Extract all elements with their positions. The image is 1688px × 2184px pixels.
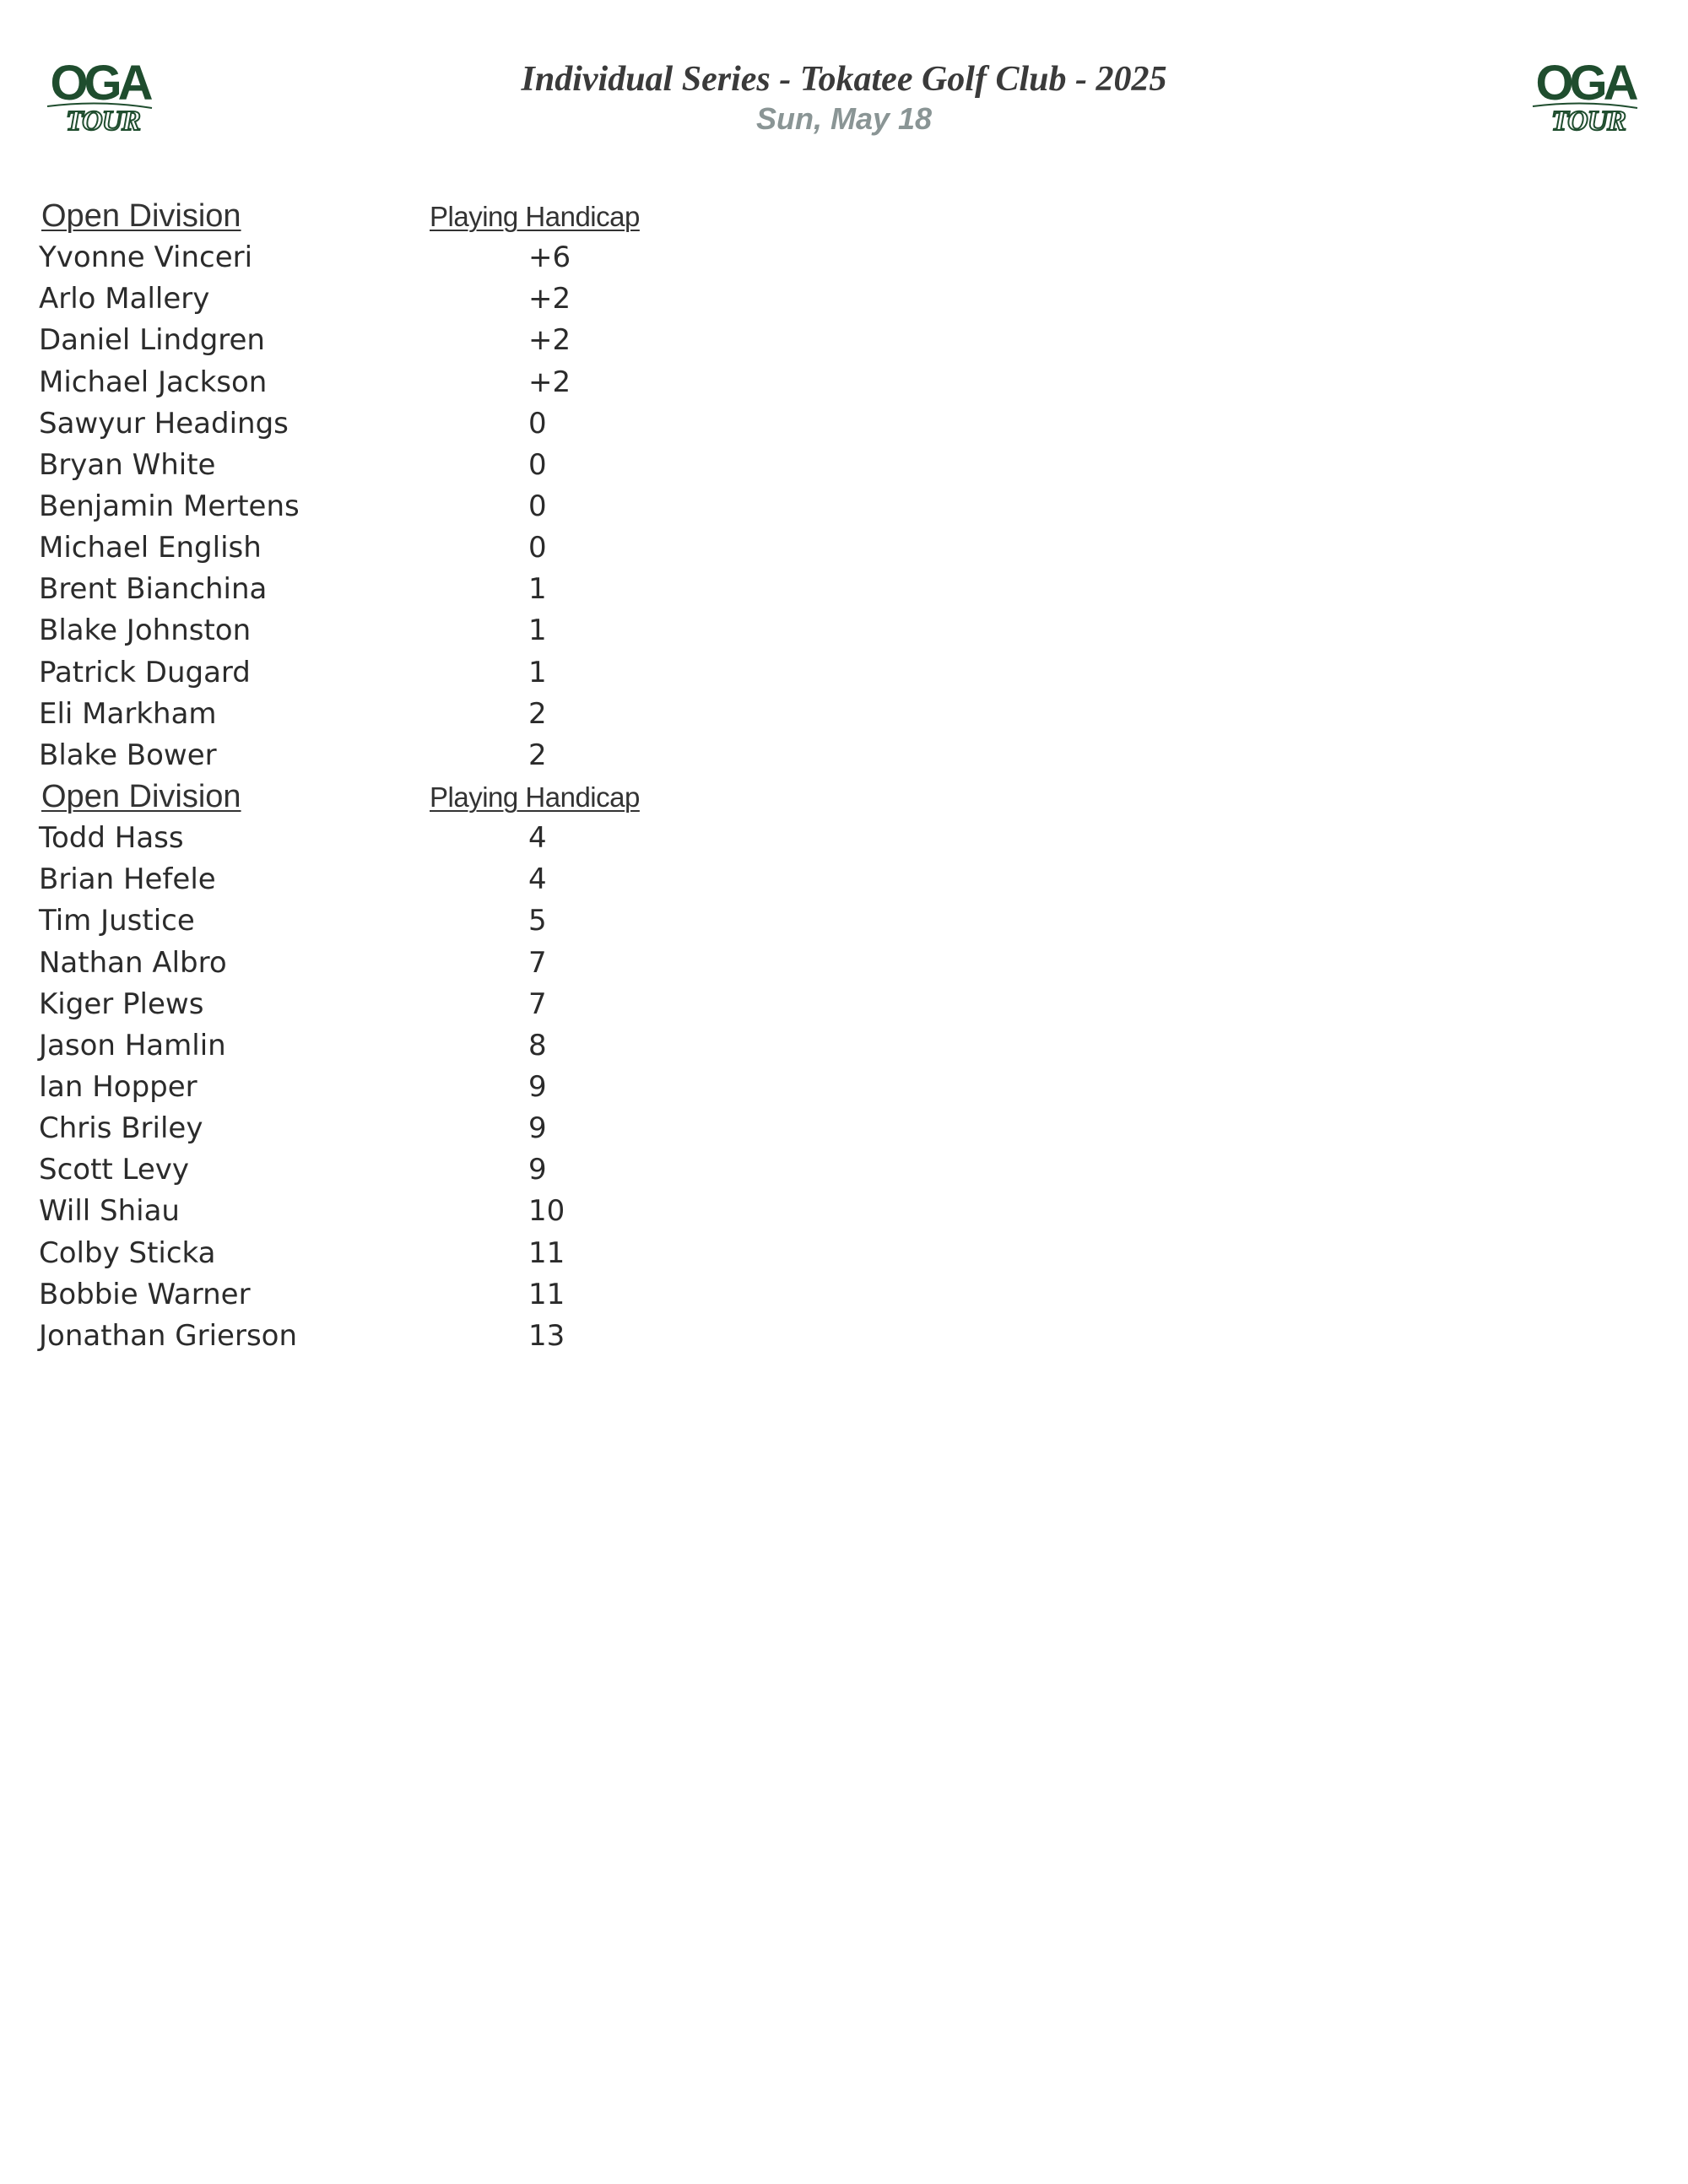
player-row (39, 818, 798, 859)
player-row (39, 943, 798, 984)
player-handicap: 11 (528, 1277, 565, 1311)
player-row (39, 362, 798, 403)
player-handicap: 11 (528, 1235, 565, 1270)
roster-list (39, 196, 798, 1357)
player-handicap: 4 (528, 862, 547, 897)
player-handicap: +2 (528, 282, 571, 316)
player-name: Sawyur Headings (39, 406, 289, 441)
svg-text:OGA: OGA (50, 57, 149, 111)
division-label: Open Division (41, 198, 241, 234)
player-row (39, 278, 798, 320)
player-row (39, 569, 798, 610)
player-name: Jason Hamlin (39, 1028, 226, 1062)
player-row (39, 610, 798, 651)
player-handicap: 4 (528, 821, 547, 856)
division-header (39, 196, 798, 237)
player-name: Bobbie Warner (39, 1277, 251, 1311)
player-name: Kiger Plews (39, 987, 204, 1021)
handicap-column-header: Playing Handicap (430, 781, 640, 813)
player-row (39, 1067, 798, 1108)
player-row (39, 1191, 798, 1232)
player-row (39, 1316, 798, 1357)
player-handicap: 0 (528, 447, 547, 482)
player-handicap: +6 (528, 241, 571, 275)
player-name: Todd Hass (39, 821, 184, 856)
player-handicap: 9 (528, 1111, 547, 1146)
player-row (39, 652, 798, 694)
player-row (39, 694, 798, 735)
player-handicap: 9 (528, 1069, 547, 1104)
player-handicap: 9 (528, 1153, 547, 1187)
player-row (39, 486, 798, 527)
player-name: Brian Hefele (39, 862, 216, 897)
player-name: Colby Sticka (39, 1235, 216, 1270)
svg-text:OGA: OGA (1535, 57, 1635, 111)
player-handicap: 2 (528, 696, 547, 731)
player-row (39, 1025, 798, 1067)
player-handicap: 0 (528, 489, 547, 523)
player-row (39, 320, 798, 361)
player-handicap: +2 (528, 365, 571, 399)
player-name: Daniel Lindgren (39, 323, 265, 358)
player-handicap: 7 (528, 987, 547, 1021)
page-title: Individual Series - Tokatee Golf Club - 2025 (521, 60, 1167, 99)
player-name: Blake Johnston (39, 614, 252, 648)
player-name: Patrick Dugard (39, 655, 251, 689)
division-header (39, 776, 798, 818)
player-name: Chris Briley (39, 1111, 203, 1146)
player-handicap: 1 (528, 614, 547, 648)
player-name: Arlo Mallery (39, 282, 210, 316)
player-handicap: 10 (528, 1194, 565, 1229)
player-row (39, 237, 798, 278)
player-name: Ian Hopper (39, 1069, 197, 1104)
player-name: Michael English (39, 531, 262, 565)
player-handicap: 0 (528, 406, 547, 441)
player-handicap: 0 (528, 531, 547, 565)
player-name: Michael Jackson (39, 365, 268, 399)
player-name: Jonathan Grierson (39, 1318, 298, 1353)
handicap-column-header: Playing Handicap (430, 201, 640, 232)
player-row (39, 1233, 798, 1274)
player-name: Will Shiau (39, 1194, 180, 1229)
svg-text:TOUR: TOUR (66, 105, 140, 135)
svg-text:TOUR: TOUR (1551, 105, 1626, 135)
player-name: Tim Justice (39, 904, 195, 938)
player-name: Scott Levy (39, 1153, 190, 1187)
player-handicap: 7 (528, 945, 547, 980)
player-handicap: 1 (528, 572, 547, 607)
player-name: Nathan Albro (39, 945, 227, 980)
player-row (39, 1274, 798, 1316)
player-handicap: 13 (528, 1318, 565, 1353)
player-name: Yvonne Vinceri (39, 241, 253, 275)
event-date: Sun, May 18 (755, 101, 933, 136)
player-name: Eli Markham (39, 696, 217, 731)
player-row (39, 445, 798, 486)
player-name: Brent Bianchina (39, 572, 268, 607)
player-name: Benjamin Mertens (39, 489, 300, 523)
player-row (39, 859, 798, 900)
player-row (39, 900, 798, 942)
player-handicap: 8 (528, 1028, 547, 1062)
player-name: Blake Bower (39, 738, 217, 772)
player-name: Bryan White (39, 447, 216, 482)
player-row (39, 984, 798, 1025)
player-handicap: 2 (528, 738, 547, 772)
player-row (39, 1108, 798, 1149)
player-row (39, 735, 798, 776)
player-row (39, 1149, 798, 1191)
player-row (39, 403, 798, 445)
division-label: Open Division (41, 778, 241, 814)
player-handicap: 1 (528, 655, 547, 689)
player-row (39, 527, 798, 569)
player-handicap: 5 (528, 904, 547, 938)
player-handicap: +2 (528, 323, 571, 358)
